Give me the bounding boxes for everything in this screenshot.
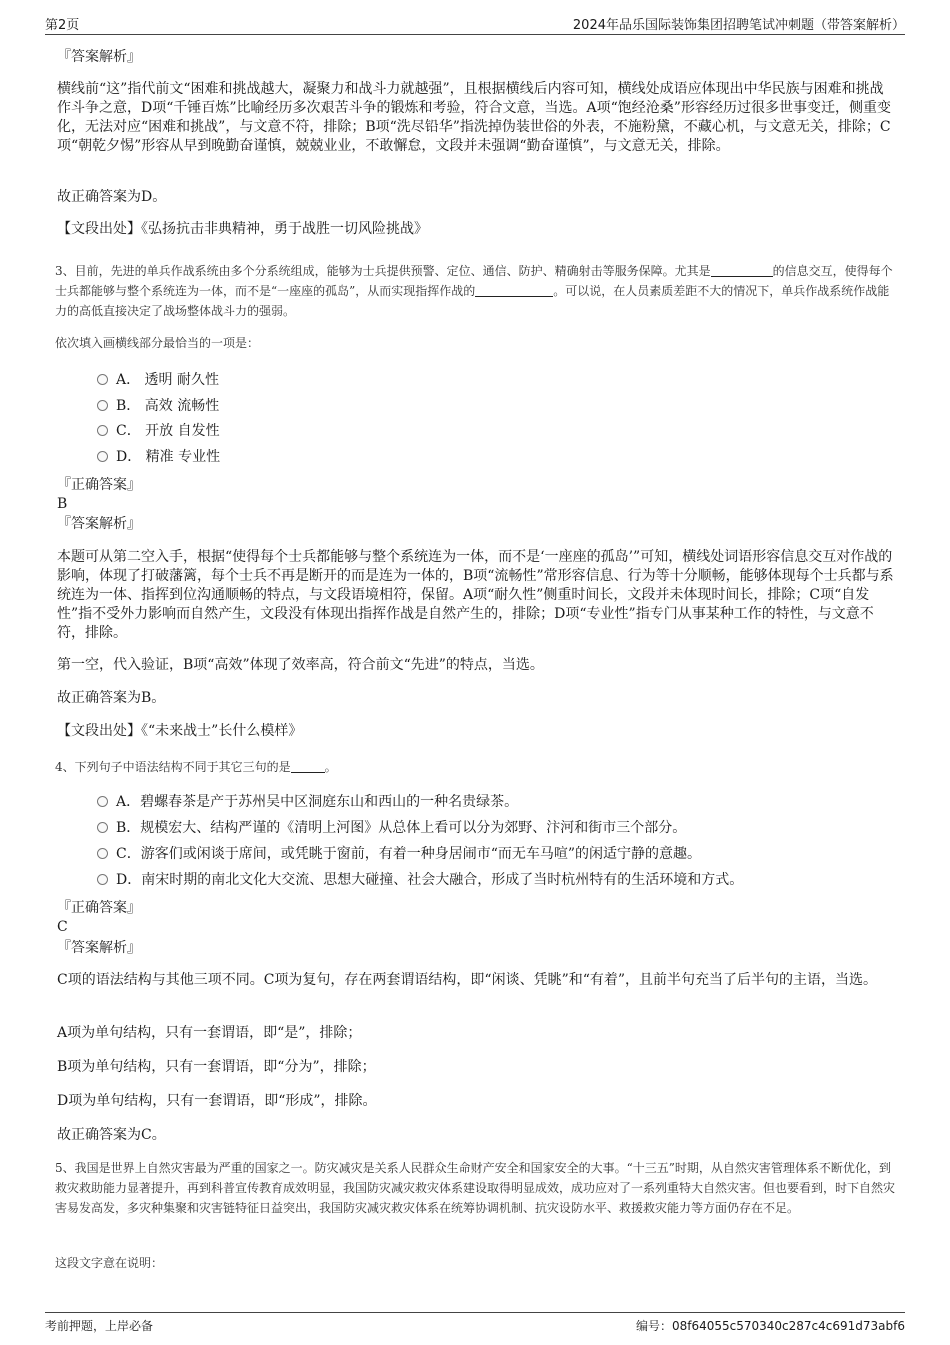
q3-option-a[interactable]: A． 透明 耐久性 xyxy=(97,370,219,390)
q3-stem: 3、目前，先进的单兵作战系统由多个分系统组成，能够为士兵提供预警、定位、通信、防护、精确射击等服务保障。尤其是 的信息交互，使得每个士兵都能够与整个系统连为一体，而不是“一座座的孤岛”，从而实现指挥作战的 。可以说，在人员素质差距不大的情况下，单兵作战系统作战能力的高低直接决定了战场整体战斗力的强弱。 xyxy=(55,264,893,318)
q2-conclusion: 故正确答案为D。 xyxy=(57,189,167,205)
q3-option-b[interactable]: B． 高效 流畅性 xyxy=(97,396,219,416)
q3-answer: B xyxy=(57,496,68,512)
q4-option-b-analysis: B项为单句结构，只有一套谓语，即“分为”，排除； xyxy=(57,1059,376,1075)
q3-source: 【文段出处】《“未来战士”长什么模样》 xyxy=(57,723,303,739)
radio-icon xyxy=(97,374,108,385)
q4-option-a-analysis: A项为单句结构，只有一套谓语，即“是”，排除； xyxy=(57,1025,362,1041)
q4-option-a[interactable]: A．碧螺春茶是产于苏州吴中区洞庭东山和西山的一种名贵绿茶。 xyxy=(97,792,518,812)
q3-prompt: 依次填入画横线部分最恰当的一项是： xyxy=(55,336,260,350)
q5-prompt: 这段文字意在说明： xyxy=(55,1256,164,1270)
q4-answer-label: 『正确答案』 xyxy=(57,900,141,916)
q3-analysis-2: 第一空，代入验证，B项“高效”体现了效率高，符合前文“先进”的特点，当选。 xyxy=(57,657,544,673)
q4-stem: 4、下列句子中语法结构不同于其它三句的是 。 xyxy=(55,760,337,774)
blank-line xyxy=(711,264,773,277)
q4-analysis: C项的语法结构与其他三项不同。C项为复句，存在两套谓语结构，即“闲谈、凭眺”和“有着”，且前半句充当了后半句的主语，当选。 xyxy=(57,972,878,988)
q3-answer-label: 『正确答案』 xyxy=(57,477,141,493)
q3-option-d[interactable]: D． 精准 专业性 xyxy=(97,447,220,467)
q4-option-d[interactable]: D．南宋时期的南北文化大交流、思想大碰撞、社会大融合，形成了当时杭州特有的生活环境和方式。 xyxy=(97,870,743,890)
page-number: 第2页 xyxy=(45,18,80,33)
q5-stem: 5、我国是世界上自然灾害最为严重的国家之一。防灾减灾是关系人民群众生命财产安全和国家安全的大事。“十三五”时期，从自然灾害管理体系不断优化，到救灾救助能力显著提升，再到科普宣传教育成效明显，我国防灾减灾救灾体系建设取得明显成效，成功应对了一系列重特大自然灾害。但也要看到，时下自然灾害易发高发，多灾种集聚和灾害链特征日益突出，我国防灾减灾救灾体系在统筹协调机制、抗灾设防水平、救援救灾能力等方面仍存在不足。 xyxy=(55,1161,896,1215)
radio-icon xyxy=(97,796,108,807)
radio-icon xyxy=(97,425,108,436)
radio-icon xyxy=(97,822,108,833)
document-id: 编号：08f64055c570340c287c4c691d73abf6 xyxy=(635,1319,905,1333)
q4-option-c[interactable]: C．游客们或闲谈于席间，或凭眺于窗前，有着一种身居闹市“而无车马喧”的闲适宁静的意趣。 xyxy=(97,844,701,864)
q3-conclusion: 故正确答案为B。 xyxy=(57,690,166,706)
q3-analysis-label: 『答案解析』 xyxy=(57,516,141,532)
q4-answer: C xyxy=(57,919,68,935)
q3-analysis: 本题可从第二空入手，根据“使得每个士兵都能够与整个系统连为一体，而不是‘一座座的孤岛’”可知，横线处词语形容信息交互对作战的影响，体现了打破藩篱，每个士兵不再是断开的而是连为一体的，B项“流畅性”常形容信息、行为等十分顺畅，能够体现每个士兵都与系统连为一体、指挥到位沟通顺畅的特点，与文段语境相符，保留。A项“耐久性”侧重时间长，文段并未体现时间长，排除；C项“自发性”指不受外力影响而自然产生，文段没有体现出指挥作战是自然产生的，排除；D项“专业性”指专门从事某种工作的特性，与文意不符，排除。 xyxy=(57,549,894,641)
q2-source: 【文段出处】《弘扬抗击非典精神，勇于战胜一切风险挑战》 xyxy=(57,221,428,237)
q2-analysis: 横线前“这”指代前文“困难和挑战越大，凝聚力和战斗力就越强”，且根据横线后内容可知，横线处成语应体现出中华民族与困难和挑战作斗争之意，D项“千锤百炼”比喻经历多次艰苦斗争的锻炼和考验，符合文意，当选。A项“饱经沧桑”形容经历过很多世事变迁，侧重变化，无法对应“困难和挑战”，与文意不符，排除；B项“洗尽铅华”指洗掉伪装世俗的外表，不施粉黛，不藏心机，与文意无关，排除；C项“朝乾夕惕”形容从早到晚勤奋谨慎，兢兢业业，不敢懈怠，文段并未强调“勤奋谨慎”，与文意无关，排除。 xyxy=(57,81,891,154)
radio-icon xyxy=(97,848,108,859)
q4-option-d-analysis: D项为单句结构，只有一套谓语，即“形成”，排除。 xyxy=(57,1093,377,1109)
q2-analysis-label: 『答案解析』 xyxy=(57,49,141,65)
q4-analysis-label: 『答案解析』 xyxy=(57,940,141,956)
q4-option-b[interactable]: B．规模宏大、结构严谨的《清明上河图》从总体上看可以分为郊野、汴河和街市三个部分。 xyxy=(97,818,686,838)
footer-slogan: 考前押题，上岸必备 xyxy=(45,1319,154,1333)
q4-conclusion: 故正确答案为C。 xyxy=(57,1127,166,1143)
q3-option-c[interactable]: C． 开放 自发性 xyxy=(97,421,220,441)
radio-icon xyxy=(97,874,108,885)
blank-line xyxy=(475,284,553,297)
document-title: 2024年品乐国际装饰集团招聘笔试冲刺题（带答案解析） xyxy=(572,18,905,33)
blank-line xyxy=(291,760,325,773)
radio-icon xyxy=(97,451,108,462)
page-header xyxy=(45,12,905,35)
radio-icon xyxy=(97,400,108,411)
page-footer xyxy=(45,1312,905,1343)
